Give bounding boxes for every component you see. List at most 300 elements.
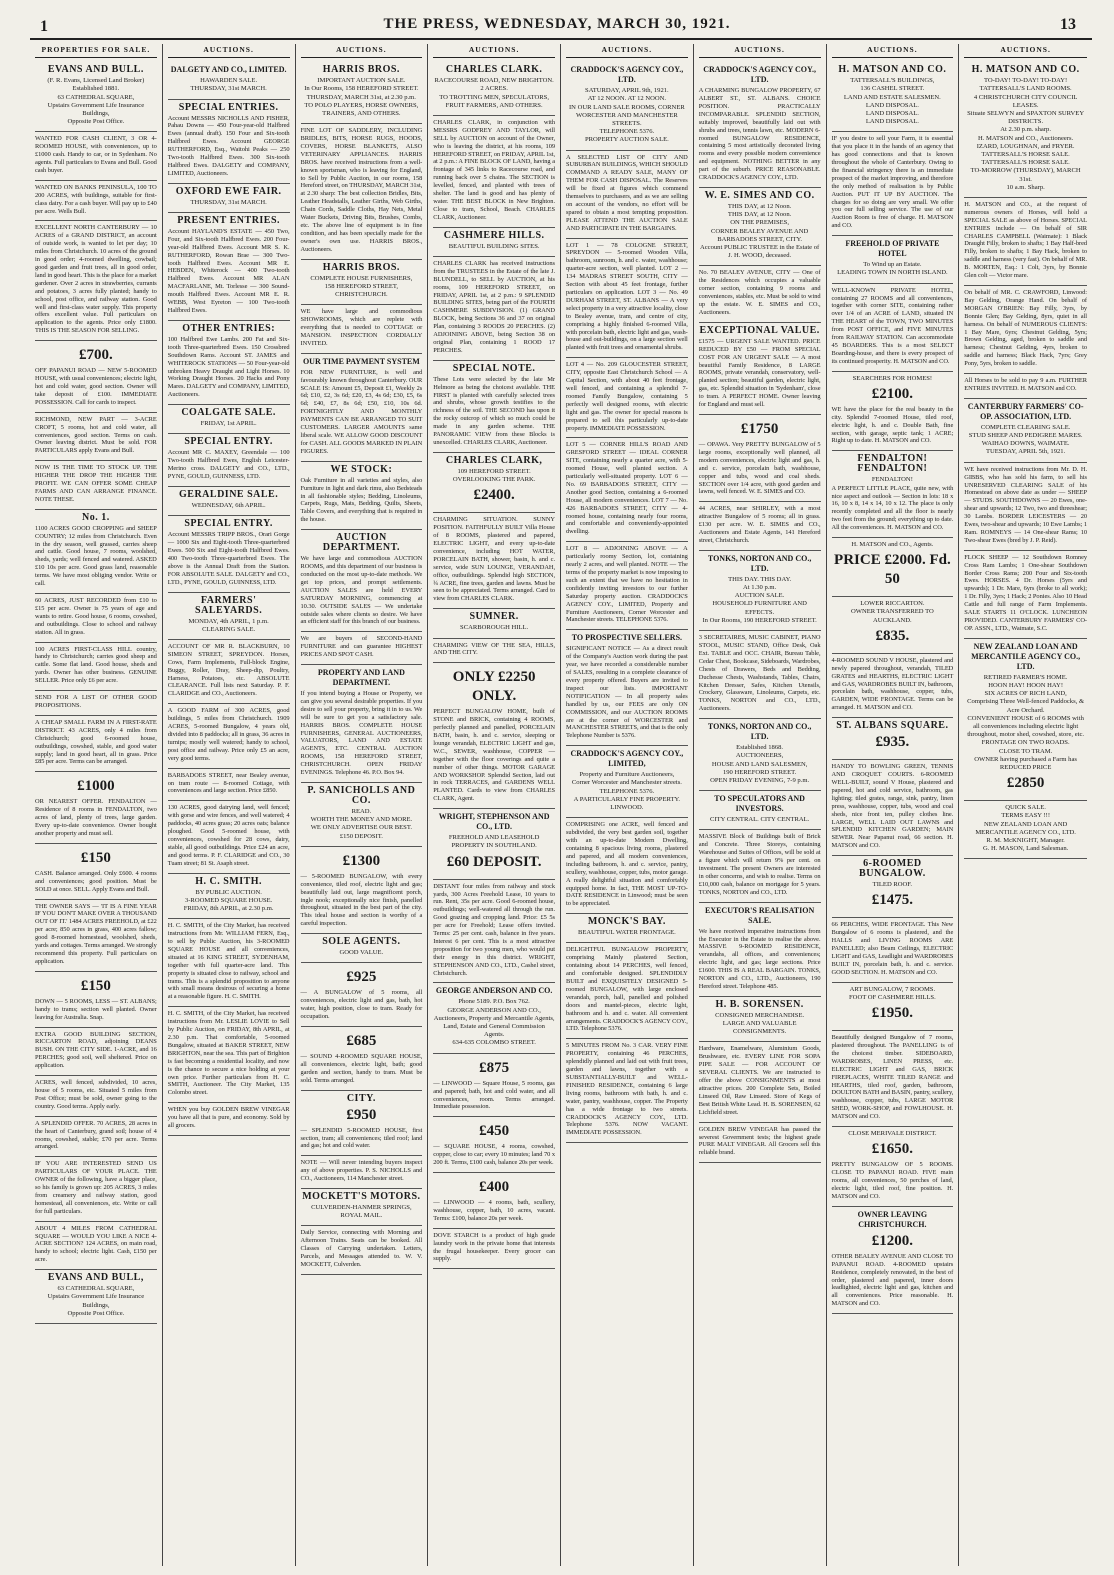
ad-line: TATTERSALL'S HORSE SALE. <box>981 150 1070 158</box>
ad-line: FRIDAY, 8th APRIL, at 2.30 p.m. <box>183 905 274 913</box>
ad-body: H. C. SMITH, of the City Market, has received instructions from Mr. LESLIE LOVIE to Sell by Public Auction, on FRIDAY, 8th APRIL, at 2.30 p.m. That comfortable, 5-roomed Bungalow, situated at BAKER STREET, NEW BRIGHTON, near the sea. This part of Brighton is fast becoming a residential locality, and now is the chance to secure a nice holding at your own price. Further particulars from H. C. SMITH, Auctioneer. The City Market, 135 Colombo street. <box>167 1010 290 1097</box>
advertisement <box>35 1076 157 1117</box>
ad-line: CONSIGNED MERCHANDISE. <box>715 1011 805 1019</box>
ad-price: £1000 <box>77 778 115 795</box>
ad-line: CLOSE MERIVALE DISTRICT. <box>848 1130 937 1138</box>
advertisement <box>832 597 954 654</box>
ad-line: Upstairs Government Life Insurance Buildings, <box>47 1293 145 1309</box>
ad-price: £150 <box>80 977 111 994</box>
advertisement <box>433 116 555 228</box>
advertisement <box>566 630 688 746</box>
ad-price: £2850 <box>1006 775 1045 792</box>
ad-body: Oak Furniture in all varieties and styles, also Furniture in light and dark rimu, also Bedsteads in all fashionable styles; Bedding, Linoleums, Carpets, Rugs, Mats, Bedding, Quilts, Sheets, Table Covers, and everything that is required in the house. <box>300 476 423 524</box>
ad-body: LOT 8 — ADJOINING ABOVE — A particularly roomy Section, lot, containing nearly 2 acres, and well planted. NOTE — The terms of the property market is now imposing to such an extent that we have no hesitation in confidently inviting investors to our further Saturday property auction. CRADDOCK'S AGENCY COY., LIMITED, Property and Furniture Auctioneers, Corner Worcester and Manchester streets. TELEPHONE 5376. <box>566 545 688 624</box>
ad-body: A GOOD FARM of 300 ACRES, good buildings, 5 miles from Christchurch. 1909 ACRES, 5-roomed Bungalow, 4 years old, divided into 8 paddocks; all in grass, 36 acres in turnips; mostly well watered; handy to school, post office and railway. Price only £5 an acre, very good terms. <box>167 707 290 762</box>
ad-body: We are buyers of SECOND-HAND FURNITURE and can guarantee HIGHEST PRICES AND SPOT CASH. <box>300 635 423 659</box>
advertisement <box>35 62 157 132</box>
ad-line: COMPLETE HOUSE FURNISHERS, <box>310 274 413 282</box>
ad-body: ACCOUNT OF MR R. BLACKBURN, 10 SIMEON STREET, SPREYDON. Horses, Cows, Farm Implements, Full-block Engine, Buggy, Roller, Dray, Sheep-dip, Poultry, Harness, Potatoes, etc. ABSOLUTE CLEARANCE. Full lists next Saturday. P. F. CLARIDGE and CO., Auctioneers. <box>167 642 290 698</box>
ad-body: DOVE STARCH is a product of high grade laundry work in the private home that interests the frugal housekeeper. Every grocer can supply. <box>433 1231 555 1263</box>
ad-title: HARRIS BROS. <box>322 261 400 273</box>
advertisement <box>699 1042 821 1122</box>
ad-price: £2400. <box>473 487 515 504</box>
advertisement <box>964 374 1087 399</box>
ad-body: NOW IS THE TIME TO STOCK UP. THE HIGHER THE DROP THE HIGHER THE PROFIT. WE CAN OFFER SOME CHEAP FARMS AND CAN ARRANGE FINANCE. NOTE THESE. <box>35 464 157 503</box>
ad-title: CHARLES CLARK, <box>445 454 543 466</box>
ad-line: THURSDAY, 31st MARCH. <box>190 198 267 206</box>
advertisement <box>168 62 290 99</box>
ad-title: GEORGE ANDERSON AND CO. <box>435 986 553 996</box>
ad-price: £2100. <box>871 385 913 402</box>
ad-body: We have large and commodious AUCTION ROOMS, and this department of our business is conducted on the most up-to-date methods. We get top prices, and prompt settlements. AUCTION SALES are held EVERY SATURDAY MORNING, commencing at 10.30. OUTSIDE SALES — We undertake outside sales where clients so desire. We have an efficient staff for this branch of our business. <box>300 555 423 626</box>
advertisement <box>35 1270 157 1324</box>
ad-line: Established 1881. <box>72 85 120 93</box>
ad-line: 63 CATHEDRAL SQUARE, <box>57 93 135 101</box>
ad-body: WE have the place for the real beauty in the city. Splendid 7-roomed House, tiled roof, electric light, h. and c. Double Bath, fine section, with garage, septic tank; 1 ACRE; Right up to date. H. MATSON and CO. <box>831 405 954 445</box>
ad-line: G. H. MASON, Land Salesman. <box>982 845 1069 853</box>
ad-title: GERALDINE SALE. <box>179 489 279 500</box>
advertisement <box>301 1091 423 1157</box>
advertisement <box>832 132 954 236</box>
ad-title: FARMERS' SALEYARDS. <box>195 594 263 616</box>
advertisement <box>433 513 555 609</box>
ad-price: £935. <box>875 734 910 751</box>
ad-title: WE STOCK: <box>330 463 393 475</box>
ad-title: CRADDOCK'S AGENCY COY., LIMITED, <box>570 749 684 769</box>
advertisement <box>699 188 821 266</box>
ad-line: In Our Rooms, 190 HEREFORD STREET. <box>702 616 817 624</box>
advertisement <box>301 1189 423 1226</box>
ad-title: OUR TIME PAYMENT SYSTEM <box>302 356 420 366</box>
ad-line: LINWOOD. <box>610 804 644 812</box>
ad-line: CLOSE TO TRAM. <box>998 747 1053 755</box>
ad-body: — SPLENDID 5-ROOMED HOUSE, first section, tram; all conveniences; tiled roof; land and gas; hot and cold water. <box>300 1126 423 1150</box>
ad-line: Opposite Post Office. <box>67 1309 125 1317</box>
ad-title: WRIGHT, STEPHENSON AND CO., LTD. <box>438 812 550 832</box>
ad-line: BY PUBLIC AUCTION. <box>195 888 262 896</box>
advertisement <box>168 1103 290 1136</box>
advertisement <box>566 239 688 359</box>
ad-body: All Horses to be sold to pay 9 a.m. FURTHER ENTRIES INVITED. H. MATSON and CO. <box>964 377 1087 392</box>
advertisement <box>433 609 555 638</box>
advertisement <box>168 405 290 434</box>
advertisement <box>301 934 423 963</box>
advertisement <box>566 151 688 239</box>
ad-body: We have received imperative instructions from the Executor in the Estate to realise the above. MASSIVE 9-ROOMED RESIDENCE, verandahs, all offices, and conveniences; electric light, and gas; large sections. Price £1600. THIS IS A REAL BARGAIN. TONKS, NORTON and CO., LTD., Auctioneers, 190 Hereford street. Telephone 485. <box>698 927 821 990</box>
ad-body: 100 ACRES FIRST-CLASS HILL country, handy to Christchurch; carries good sheep and cattle. Some flat land. Good house, sheds and yards. Owner has other business. GENUINE SELLER. Price only £6 per acre. <box>35 645 157 685</box>
advertisement <box>832 372 954 452</box>
ad-body: H. C. SMITH, of the City Market, has received instructions from Mr. WILLIAM FERN, Esq., to sell by Public Auction, his 3-ROOMED SQUARE HOUSE and all conveniences, situated at 16 KING STREET, SYDENHAM, together with full quarter-acre land. This property is situated close to railway, school and trams. This is a splendid proposition to anyone with small means desirous of securing a home at a reasonable figure. H. C. SMITH. <box>167 922 290 1001</box>
ad-body: A CHEAP SMALL FARM IN A FIRST-RATE DISTRICT. 43 ACRES, only 4 miles from Christchurch; good 6-roomed house, outbuildings, cowshed, stable, and good water supply; land in good heart, all in grass. Price £85 per acre. Terms can be arranged. <box>35 718 157 766</box>
ad-title: TO PROSPECTIVE SELLERS. <box>571 633 683 643</box>
ad-line: SCARBOROUGH HILL. <box>460 624 529 632</box>
ad-body: — 5-ROOMED BUNGALOW, with every convenience, tiled roof, electric light and gas; beautifully laid out, large magnificent porch, ingle nook; exceptionally nice finish, panelled throughout, situated in the best part of the city. This ideal house and section is worthy of a careful inspection. <box>300 872 423 928</box>
ad-title: CANTERBURY FARMERS' CO-OP. ASSOCIATION, LTD. <box>967 401 1084 421</box>
ad-line: WORTH THE MONEY AND MORE. <box>310 816 413 824</box>
advertisement <box>699 62 821 188</box>
ad-title: No. 1. <box>82 511 110 523</box>
ad-line: SIX ACRES OF RICH LAND, <box>984 690 1067 698</box>
ad-line: TO-DAY! TO-DAY! TO-DAY! <box>983 77 1068 85</box>
column-heading: AUCTIONS. <box>168 44 290 58</box>
advertisement <box>433 663 555 809</box>
advertisement <box>699 266 821 322</box>
page-marker-left: 1 <box>40 18 48 35</box>
ad-body: MASSIVE Block of Buildings built of Brick and Concrete. Three Storeys, containing Warehouse and Suites of Offices, will be sold at a figure which will return 9% per cent. on investment. The present Owners are interested in other concerns, and wish to realise. Terms on £10,000 cash, balance on mortgage for 5 years. TONKS, NORTON and CO., LTD. <box>698 833 821 896</box>
ad-line: ART BUNGALOW, 7 ROOMS. <box>849 985 936 993</box>
advertisement <box>433 639 555 664</box>
advertisement <box>301 783 423 847</box>
ad-price: £450 <box>479 1123 510 1140</box>
ad-line: QUICK SALE. <box>1005 804 1046 812</box>
newspaper-title: THE PRESS, WEDNESDAY, MARCH 30, 1921. <box>383 16 731 32</box>
ad-line: Opposite Post Office. <box>67 118 125 126</box>
ad-line: READ. <box>351 808 372 815</box>
advertisement <box>433 453 555 513</box>
advertisement <box>301 1027 423 1091</box>
ad-line: H. MATSON and CO., Auctioneers. <box>978 134 1074 142</box>
ad-body: WANTED ON BANKS PENINSULA, 100 TO 200 ACRES, with buildings, suitable for first-class dairy. For a cash buyer. Will pay up to £40 per acre. Wells Bull. <box>35 183 157 215</box>
ad-body: WANTED FOR CASH CLIENT, 3 OR 4-ROOMED HOUSE, with conveniences, up to £1000 cash. Handy to car, or in Sydenham. No agents. Full particulars to Evans and Bull. Good cash buyer. <box>35 135 157 174</box>
advertisement <box>433 257 555 361</box>
ad-body: FOR NEW FURNITURE, is well and favourably known throughout Canterbury. OUR SCALE IS: Amount £5, Deposit £1, Weekly 2s 6d; £10, £2, 3s 6d; £20, £3, 4s 6d; £30, £5, 6s 6d; £40, £7, 8s 6d; £50, £10, 10s 6d. FORTNIGHTLY AND MONTHLY PAYMENTS CAN BE ARRANGED TO SUIT CUSTOMERS. LARGER AMOUNTS same liberal scale. WE ALLOW GOOD DISCOUNT for CASH. ALL GOODS MARKED IN PLAIN FIGURES. <box>300 368 423 455</box>
ad-body: 60 ACRES, JUST RECORDED from £10 to £15 per acre. Owner is 75 years of age and wants to retire. Good house, 6 rooms, cowshed, and outbuildings. Close to school and railway station. All in grass. <box>35 597 157 636</box>
ad-line: Comprising Three Well-fenced Paddocks, & Acre Orchard. <box>967 698 1085 714</box>
ad-price: £925 <box>346 969 377 986</box>
advertisement <box>35 1157 157 1221</box>
advertisement <box>964 639 1087 801</box>
ad-line: In Our Rooms, 158 HEREFORD STREET. <box>304 85 419 93</box>
ad-line: RETIRED FARMER'S HOME. <box>983 673 1068 681</box>
column-6 <box>694 44 827 1566</box>
ad-body: WE have large and commodious SHOWROOMS, which are replete with everything that is needed to COTTAGE or MANSION. INSPECTION CORDIALLY INVITED. <box>300 308 423 347</box>
ad-price: £150 <box>80 849 111 866</box>
ad-body: 44 ACRES, near SHIRLEY, with a most attractive Bungalow of 5 rooms; all in grass. £130 per acre. W. E. SIMES and CO., Auctioneers and Estate Agents, 141 Hereford street, Christchurch. <box>698 505 821 544</box>
advertisement <box>168 487 290 516</box>
ad-line: BEAUTIFUL BUILDING SITES. <box>448 242 540 250</box>
ad-line: GEORGE ANDERSON AND CO., Auctioneers, Property and Mercantile Agents, Land, Estate and General Commission Agents. <box>433 1006 555 1039</box>
ad-line: (F. R. Evans, Licensed Land Broker) <box>47 77 145 85</box>
ad-title: CHARLES CLARK. <box>445 64 543 76</box>
ad-line: FREEHOLD AND LEASEHOLD PROPERTY IN SOUTHLAND. <box>448 834 540 850</box>
advertisement <box>433 1229 555 1270</box>
ad-line: ON THE PREMISES, <box>730 219 789 227</box>
advertisement <box>964 62 1087 198</box>
ad-body: 3 SECRETAIRES, MUSIC CABINET, PIANO STOOL, MUSIC STAND, Office Desk, Oak Ext. TABLE and OCC. CHAIR, Bureau Table, Cedar Chest, Bookcase, Sideboards, Wardrobes, Chests of Drawers, Beds and Bedding, Duchesse Chests, Washstands, Tables, Chairs, Kitchen Dresser, Safes, Kitchen Utensils, Crockery, Glassware, Linoleums, Carpets, etc. TONKS, NORTON and CO., LTD., Auctioneers. <box>698 634 821 713</box>
ad-line: OVERLOOKING THE PARK. <box>452 476 536 484</box>
advertisement <box>699 903 821 997</box>
advertisement <box>433 1117 555 1173</box>
ad-body: CASH. Balance arranged. Only £600. 4 rooms and conveniences; good position. Must be SOLD at once. SELL. Apply Evans and Bull. <box>35 869 157 893</box>
ad-body: COMPRISING one ACRE, well fenced and subdivided, the very best garden soil, together with an up-to-date Modern Dwelling, containing 8 spacious living rooms, plastered and papered, and all modern conveniences, including bathroom, h. and c. service, pantry, scullery, washhouse, copper, tubs, motor garage. A really delightful situation and comfortably equipped home. In fact, THE MOST UP-TO-DATE RESIDENCE in Linwood; must be seen to be appreciated. <box>566 821 688 908</box>
advertisement <box>168 434 290 487</box>
ad-line: LAND DISPOSAL. <box>865 101 919 109</box>
advertisement <box>699 502 821 551</box>
ad-body: A CHARMING BUNGALOW PROPERTY, 67 ALBERT ST., ST. ALBANS. CHOICE POSITION. PRACTICALLY INCOMPARABLE. SPLENDID SECTION, suitably improved, beautifully laid out with shrubs and trees, tennis lawn, etc. MODERN 6-roomed BUNGALOW RESIDENCE, containing 5 most artistically decorated living rooms and every possible modern convenience and equipment. NOTHING BETTER in any part of the suburb. PRICE REASONABLE. CRADDOCK'S AGENCY COY., LTD. <box>698 87 821 182</box>
ad-title: P. SANICHOLLS AND CO. <box>307 785 416 806</box>
ad-title: PROPERTY AND LAND DEPARTMENT. <box>317 668 405 688</box>
ad-body: CHARMING VIEW OF THE SEA, HILLS, AND THE CITY. <box>433 641 555 657</box>
ad-line: STUD SHEEP AND PEDIGREE MARES. <box>968 432 1083 440</box>
ad-body: HANDY TO BOWLING GREEN, TENNIS AND CROQUET COURTS. 6-ROOMED WELL-BUILT, sound V House, plastered and papered, hot and cold service, bathroom, gas lighting; tiled grates, range, sink, pantry, linen press, washhouse, copper, tubs, wood and coal sheds, nice front ten, pulley clothes line. LARGE, WELL LAID OUT LAWNS and SPLENDID KITCHEN GARDEN; MAIN SEWER. Near Papanui road, 66 section. H. MATSON and CO. <box>831 763 954 850</box>
advertisement <box>301 260 423 306</box>
advertisement <box>301 62 423 124</box>
ad-body: If you intend buying a House or Property, we can give you several desirable properties. If you desire to sell your property, bring it in to us. We will be sure to get you a satisfactory sale. HARRIS BROS. COMPLETE HOUSE FURNISHERS, GENERAL AUCTIONEERS, VALUATORS, LAND AND ESTATE AGENTS, ETC. CENTRAL AUCTION ROOMS, 158 HEREFORD STREET, CHRISTCHURCH. OPEN FRIDAY EVENINGS. Telephone 46. P.O. Box 94. <box>300 690 423 777</box>
advertisement <box>832 62 954 132</box>
ad-title: PRESENT ENTRIES. <box>177 214 281 226</box>
advertisement <box>301 847 423 934</box>
ad-body: ACRES, well fenced, subdivided, 10 acres, house of 5 rooms, etc. Situated 5 miles from Post Office; must be sold, owner going to the country. Good terms. Apply early. <box>35 1079 157 1110</box>
advertisement <box>832 284 954 372</box>
advertisement <box>35 716 157 772</box>
advertisement <box>964 801 1087 859</box>
ad-body: IF YOU ARE INTERESTED SEND US PARTICULARS OF YOUR PLACE. THE OWNER of the following, have a bigger place, so his family is grown up: 205 ACRES, 3 miles from creamery and railway station, good homestead, all conveniences, etc. Write or call for full particulars. <box>35 1160 157 1215</box>
ad-body: — OPAWA. Very PRETTY BUNGALOW of 5 large rooms, exceptionally well planned, all modern conveniences, electric light and gas, h. and c. service, porcelain bath, washhouse, copper and tubs, wood and coal sheds. SECTION over 1/4 acre, with good garden and lawns, well fenced. W. E. SIMES and CO. <box>698 440 821 496</box>
column-7 <box>827 44 960 1566</box>
ad-line: CORNER BEALEY AVENUE AND BARBADOES STREET, CITY. <box>710 227 809 243</box>
advertisement <box>301 632 423 665</box>
ad-line: AUCTION SALE. <box>734 592 785 600</box>
ad-line: H. MATSON and CO., Agents. <box>851 541 934 549</box>
ad-price: £1750 <box>740 420 779 437</box>
ad-line: IN OUR LAND SALE ROOMS, CORNER WORCESTER AND MANCHESTER STREETS. <box>568 103 685 127</box>
ad-title: EVANS AND BULL, <box>47 1272 144 1284</box>
ad-title: TO SPECULATORS AND INVESTORS. <box>714 794 805 814</box>
ad-title: DALGETY AND CO., LIMITED. <box>170 65 287 75</box>
ad-title: SPECIAL ENTRY. <box>184 436 273 448</box>
ad-line: LEADING TOWN IN NORTH ISLAND. <box>837 269 948 277</box>
column-heading: AUCTIONS. <box>301 44 423 58</box>
ad-body: OR NEAREST OFFER. FENDALTON — Residence of 8 rooms in FENDALTON, two acres of land, plenty of trees, large garden. Every up-to-date convenience. Owner bought another property and must sell. <box>35 798 157 837</box>
ad-line: CLEARING SALE. <box>202 625 256 633</box>
ad-line: OWNER having purchased a Farm has REDUCED PRICE <box>974 755 1077 772</box>
ad-title: EVANS AND BULL. <box>47 64 144 76</box>
advertisement <box>35 972 157 1028</box>
ad-body: Daily Service, connecting with Morning and Afternoon Trains. Seats can be booked. All Classes of Carrying undertaken. Letters, Parcels, and Messages attended to. W. V. MOCKETT, Culverden. <box>300 1229 423 1269</box>
ad-title: TONKS, NORTON AND CO., LTD. <box>707 722 812 742</box>
ad-body: DISTANT four miles from railway and stock yards, 300 Acres Freehold Lease, 10 years to run. Rent, 35s per acre. Good 6-roomed house, outbuildings; well-watered all through the run. Good grazing and cropping land. Price: £5 5s per acre for Freehold; Lease offers invited. Terms: 25 per cent. cash, balance in five years. Interest 6 per cent. This is a most attractive proposition for two young men, who would put their energy in this district. WRIGHT, STEPHENSON AND CO., LTD., Cashel street, Christchurch. <box>433 882 555 977</box>
ad-line: FRIDAY, 1st APRIL. <box>200 420 257 428</box>
ad-line: At 1.30 p.m. <box>743 584 777 592</box>
ad-line: WEDNESDAY, 6th APRIL. <box>191 502 266 509</box>
advertisement <box>699 1123 821 1164</box>
ad-title: MOCKETT'S MOTORS. <box>302 1191 421 1203</box>
ad-line: TATTERSALL'S LAND ROOMS. <box>979 85 1072 93</box>
advertisement <box>964 551 1087 639</box>
ad-price: £875 <box>479 1059 510 1076</box>
advertisement <box>964 399 1087 463</box>
ad-line: NEW ZEALAND LOAN AND MERCANTILE AGENCY CO., LTD. <box>975 820 1076 836</box>
advertisement <box>168 801 290 873</box>
advertisement <box>168 1007 290 1103</box>
ad-line: COMPLETE CLEARING SALE. <box>980 423 1071 431</box>
ad-body: WE have received instructions from Mr. D. H. GIBBS, who has sold his farm, to sell his UNRESERVED CLEARING SALE of his Homestead on above date as under — SHEEP — STUDS. SOUTHDOWNS — 20 Ewes, one-shear and upwards; 12 Two, two and threeshear; 30 Lambs. BORDER LEICESTERS — 20 Ewes, two-shear and upwards; 10 Ewe Lambs; 1 Ram. ROMNEYS — 14 One-shear Rams; 10 Two-shear Ewes (bred by J. P. Reid). <box>964 465 1087 544</box>
ad-body: SEND FOR A LIST OF OTHER GOOD PROPOSITIONS. <box>35 694 157 709</box>
advertisement <box>964 463 1087 551</box>
ad-body: EXTRA GOOD BUILDING SECTION, RICCARTON ROAD, adjoining DEANS BUSH. ON THE CITY SIDE. 1-ACRE, and 16 PERCHES; good soil, well sheltered. Price on application. <box>35 1030 157 1070</box>
advertisement <box>35 1222 157 1271</box>
ad-line: LAND DISPOSAL. <box>865 118 919 126</box>
advertisement <box>433 983 555 1053</box>
advertisement <box>699 830 821 902</box>
column-heading: AUCTIONS. <box>699 44 821 58</box>
advertisement <box>566 62 688 150</box>
ad-body: DOWN — 5 ROOMS, LESS — ST. ALBANS; handy to trams; section well planted. Owner leaving for Australia. Snap. <box>35 997 157 1021</box>
column-heading: AUCTIONS. <box>433 44 555 58</box>
advertisement <box>301 530 423 632</box>
ad-title: H. MATSON AND CO. <box>838 64 947 76</box>
advertisement <box>301 963 423 1027</box>
ad-line: CONVENIENT HOUSE of 6 ROOMS with all conveniences including electric light throughout, motor shed, cowshed, store, etc. <box>967 714 1085 739</box>
advertisement <box>301 305 423 354</box>
advertisement <box>168 516 290 592</box>
ad-title: NEW ZEALAND LOAN AND MERCANTILE AGENCY CO., LTD. <box>971 641 1081 671</box>
ad-line: 136 CASHEL STREET. <box>860 85 925 93</box>
column-8 <box>959 44 1092 1566</box>
advertisement <box>433 1054 555 1118</box>
ad-line: 190 HEREFORD STREET. <box>722 768 797 776</box>
ad-body: CHARMING SITUATION. SUNNY POSITION. FAITHFULLY BUILT Villa House of 8 ROOMS, plastered and papered, ELECTRIC LIGHT, and every up-to-date convenience, including HOT WATER, PORCELAIN BATH, shower, basin, h. and c. service, wide SUN LOUNGE, VERANDAH, office, outbuildings. Splendid high SECTION, ¾ ACRE, fine trees, garden and lawns. Must be seen to be appreciated. Terms arranged. Card to view from CHARLES CLARK. <box>433 516 555 603</box>
ad-line: TO POLO PLAYERS, HORSE OWNERS, TRAINERS, AND OTHERS. <box>304 101 419 117</box>
columns-grid <box>30 44 1092 1566</box>
ad-line: AT 12 NOON. AT 12 NOON. <box>587 95 667 103</box>
advertisement <box>168 213 290 321</box>
advertisement <box>433 809 555 879</box>
ad-price: £950 <box>346 1106 377 1123</box>
ad-price: £1300 <box>342 852 381 869</box>
ad-body: CHARLES CLARK has received instructions from the TRUSTEES in the Estate of the late J. BLUNDELL, to SELL by AUCTION, at his rooms, 109 HEREFORD STREET, on FRIDAY, APRIL 1st, at 2 p.m.: 9 SPLENDID BUILDING SITES, being part of the FOURTH CASHMERE SUBDIVISION. (1) GRAND BLOCK, being Sections 36 and 37 on original Plan, containing 3 ROODS 20 PERCHES. (2) ADJOINING ABOVE, being Section 38 on original Plan, containing 1 ROOD 17 PERCHES. <box>433 259 555 354</box>
ad-body: H. MATSON and CO., at the request of numerous owners of Horses, will hold a SPECIAL SALE as above of Horses. SPECIAL ENTRIES include — On behalf of SIR CHARLES CAMPBELL (Waimate): 1 Black Draught Filly, broken to shafts; 1 Bay Half-bred Filly, broken to shafts; 1 Bay Hack, broken to saddle and harness (very fast). On behalf of MR. B. MORTEN, Esq.: 1 Colt, 3yrs, by Bonnie Glen colt — Victor mare. <box>964 200 1087 280</box>
ad-line: 3-ROOMED SQUARE HOUSE. <box>184 896 273 904</box>
ad-body: Beautifully designed Bungalow of 7 rooms, plastered throughout. The PANELLING is of the choicest timber. SIDEBOARD, WARDROBES, LINEN PRESS, etc. ELECTRIC LIGHT and GAS, BRICK FIREPLACES, WHITE TILED RANGE and HEARTHS, tiled roof, garden, bathroom, DOULTON BATH and BASIN, pantry, scullery, washhouse, copper, tubs, LARGE MOTOR SHED, WORK-SHOP, and FOWLHOUSE. H. MATSON and CO. <box>831 1034 954 1121</box>
ad-line: 634-635 COLOMBO STREET. <box>452 1039 536 1047</box>
ad-line: FOOT OF CASHMERE HILLS. <box>849 993 936 1001</box>
ad-title: FENDALTON! FENDALTON! <box>857 453 928 475</box>
ad-line: TELEPHONE 5376. <box>599 128 655 136</box>
advertisement <box>168 874 290 920</box>
ad-line: Account PUBLIC TRUSTEE in the Estate of J. H. WOOD, deceased. <box>699 243 820 260</box>
advertisement <box>168 704 290 768</box>
ad-line: 10 a.m. Sharp. <box>1006 183 1045 191</box>
ad-body: — SQUARE HOUSE, 4 rooms, cowshed, copper, close to car; every 10 minutes; land 70 x 200 ft. Terms, £100 cash, balance 20s per week. <box>433 1143 555 1167</box>
ad-line: TO TROTTING MEN, SPECULATORS, FRUIT FARMERS, AND OTHERS. <box>439 93 549 109</box>
ad-line: THIS DAY, at 12 Noon. <box>727 211 792 219</box>
ad-body: EXCELLENT NORTH CANTERBURY — 10 ACRES of a GRAND DISTRICT, an account of outside work, is wanted to let per day; 10 miles from Christchurch. 10 acres of the ground in good order; 4-roomed dwelling, cowbail; good garden and fruit trees, all in good order, land in good heart. This is the place for a market gardener. Over 2 acres in strawberries, currants and potatoes, 3 acres fully planted; handy to school, post office, and railway station. Good well and first-class water supply. This property offers excellent value. Full particulars on application to the agents. Price only £1800. THIS IS THE SEASON FOR SELLING. <box>35 224 157 335</box>
advertisement <box>35 132 157 181</box>
ad-line: £150 DEPOSIT. <box>339 832 383 840</box>
ad-line: SEARCHERS FOR HOMES! <box>852 374 933 382</box>
advertisement <box>832 918 954 982</box>
ad-body: — A BUNGALOW of 5 rooms, all conveniences, electric light and gas, bath, hot water, high position, close to tram. Ready for occupation. <box>300 989 423 1021</box>
advertisement <box>168 593 290 640</box>
advertisement <box>168 184 290 213</box>
ad-line: OWNER TRANSFERRED TO AUCKLAND. <box>850 608 934 624</box>
advertisement <box>964 286 1087 374</box>
ad-body: WELL-KNOWN PRIVATE HOTEL, containing 27 ROOMS and all conveniences, together with corner SITE, containing rather over 1/4 of an ACRE of LAND, situated IN THE HEART of the TOWN, TWO MINUTES from POST OFFICE, and FIVE MINUTES from RAILWAY STATION. Can accommodate 45 BOARDERS. This is a most SELECT Boarding-house, and there is every prospect of its continued prosperity. H. MATSON and CO. <box>831 286 954 365</box>
ad-line: HOUSE AND LAND SALESMEN, <box>711 760 808 768</box>
ad-body: A SPLENDID OFFER. 70 ACRES, 28 acres in the heart of Canterbury, grand soil; house of 4 rooms, cowshed, stable; £70 per acre. Terms arranged. <box>35 1119 157 1151</box>
advertisement <box>301 462 423 530</box>
ad-price: £685 <box>346 1032 377 1049</box>
advertisement <box>566 746 688 818</box>
ad-line: IMPORTANT AUCTION SALE. <box>317 77 406 85</box>
advertisement <box>35 691 157 716</box>
advertisement <box>35 181 157 222</box>
ad-body: £1575 — URGENT SALE WANTED. PRICE REDUCED BY £50 — FROM SPECIAL COST FOR AN URGENT SALE — A most beautiful Family Residence, 8 LARGE ROOMS, private verandah, conservatory, well-planted section; beautiful garden, electric light, gas, etc. Splendid situation in 'Sydenham', close to tram. A PERFECT HOME. Owner leaving for England and must sell. <box>698 337 821 409</box>
advertisement <box>832 856 954 918</box>
ad-line: TERMS EASY !!! <box>1001 812 1051 820</box>
advertisement <box>35 221 157 341</box>
advertisement <box>832 1127 954 1207</box>
ad-body: RICHMOND, NEW PART — 3-ACRE CROFT, 5 rooms, hot and cold water, all conveniences, good section. Terms on cash. Owner leaving district. Must be sold. FOR PARTICULARS apply Evans and Bull. <box>35 415 157 455</box>
ad-line: Upstairs Government Life Insurance Buildings, <box>47 101 145 117</box>
ad-title: CRADDOCK'S AGENCY COY., LTD. <box>703 65 816 85</box>
ad-line: OPEN FRIDAY EVENING, 7-9 p.m. <box>710 776 810 784</box>
masthead-rule <box>30 38 1092 40</box>
ad-body: — LINWOOD — Square House, 5 rooms, gas and papered; bath, hot and cold water, and all conveniences, room. Terms arranged. Immediate possession. <box>433 1079 555 1111</box>
column-heading: AUCTIONS. <box>566 44 688 58</box>
ad-price: £1475. <box>871 892 913 909</box>
ad-title: FREEHOLD OF PRIVATE HOTEL <box>845 239 940 259</box>
advertisement <box>699 415 821 502</box>
ad-title: CRADDOCK'S AGENCY COY., LTD. <box>570 65 684 85</box>
advertisement <box>832 451 954 538</box>
ad-title: SPECIAL ENTRY. <box>184 518 273 530</box>
ad-line: IZARD, LOUGHNAN, and FRYER. <box>976 142 1075 150</box>
ad-body: PERFECT BUNGALOW HOME, built of STONE and BRICK, containing 4 ROOMS, perfectly planned and panelled, PORCELAIN BATH, basin, h. and c. service, sleeping or lounge verandah, ELECTRIC LIGHT and gas, W.C., SEWER, washhouse, COPPER — together with the floor coverings and quite a number of other things. MOTOR GARAGE AND WORKSHOP. Splendid Section, laid out in rock TERRACES, and GARDENS WELL PLANTED. Cards to view from CHARLES CLARK, Agent. <box>433 708 555 803</box>
ad-line: At 2.30 p.m. sharp. <box>1000 126 1051 134</box>
ad-line: AUCTIONEERS, <box>735 752 784 760</box>
advertisement <box>35 1028 157 1077</box>
ad-line: HAWARDEN SALE. <box>200 77 258 85</box>
ad-line: Corner Worcester and Manchester streets. <box>571 779 682 787</box>
advertisement <box>35 413 157 462</box>
ad-body: 66 PERCHES, WIDE FRONTAGE. This New Bungalow of 6 rooms is plastered, and the HALLS and LIVING ROOMS ARE PANELLED; also Beam Ceilings, ELECTRIC LIGHT and GAS, Leadlight and WARDROBES BUILT IN, porcelain bath, h. and c. service. GOOD SECTION. H. MATSON and CO. <box>831 921 954 976</box>
column-5 <box>561 44 694 1566</box>
advertisement <box>832 983 954 1031</box>
advertisement <box>566 818 688 914</box>
ad-body: 5 MINUTES FROM No. 3 CAR. VERY FINE PROPERTY, containing 46 PERCHES, splendidly planned and laid out with fruit trees, garden and lawns, together with a SUBSTANTIALLY-BUILT and WELL-FINISHED RESIDENCE, containing 6 large living rooms, bathroom with bath, h. and c. water, pantry, washhouse, copper. The Property has a wide frontage to two streets. CRADDOCK'S AGENCY COY., LTD. Telephone 5376. NOW VACANT. IMMEDIATE POSSESSION. <box>566 1042 688 1137</box>
ad-line: LAND AND ESTATE SALESMEN. <box>843 93 941 101</box>
ad-line: R. M. McKNIGHT, Manager. <box>986 837 1065 845</box>
ad-line: LAND DISPOSAL. <box>865 109 919 117</box>
ad-body: A SELECTED LIST OF CITY AND SUBURBAN BUILDINGS, WHICH SHOULD COMMAND A READY SALE, MANY OF THEM FOR CASH DISPOSAL. The Reserves will be fixed at figures which commend themselves to purchasers, and as we are selling on account of the vendors, no effort will be spared to obtain a most tempting proposition. PLEASE ATTEND THE AUCTION SALE AND PARTICIPATE IN THE BARGAINS. <box>566 153 688 232</box>
advertisement <box>301 1156 423 1189</box>
ad-body: DELIGHTFUL BUNGALOW PROPERTY, comprising Mainly plastered Section, containing about 14 PERCHES, well fenced, and comfortable designed. SPLENDIDLY BUILT and EXQUISITELY DESIGNED 5-roomed BUNGALOW, with large enclosed verandah, porch, hall, panelled and polished doors and mantel-pieces, electric light, bathroom and h. and c. water. All convenient arrangements. CRADDOCK'S AGENCY COY., LTD. Telephone 5376. <box>566 946 688 1033</box>
ad-body: These Lots were selected by the late Mr Helmore as being the choicest available. THE FIRST is planted with carefully selected trees and shrubs, whose growth testifies to the richness of the soil. THE SECOND has upon it the rocky outcrop of which so much could be made in any garden scheme. THE PANORAMIC VIEW from these Blocks is unexcelled. CHARLES CLARK, Auctioneer. <box>433 375 555 447</box>
ad-title: SOLE AGENTS. <box>322 936 401 948</box>
advertisement <box>168 321 290 405</box>
ad-body: THE OWNER SAYS — 'IT IS A FINE YEAR IF YOU DON'T MAKE OVER A THOUSAND OUT OF IT.' 1484 ACRES FREEHOLD, at £22 per acre; 850 acres in grass, 400 acres fallow; good 8-roomed homestead, woolshed, sheds, yards and cottages. Terms arranged. We strongly recommend this property. Full particulars on application. <box>35 902 157 965</box>
ad-title: OWNER LEAVING CHRISTCHURCH. <box>857 1209 928 1229</box>
advertisement <box>35 844 157 900</box>
ad-line: TATTERSALL'S HORSE SALE. <box>981 159 1070 167</box>
advertisement <box>832 654 954 718</box>
ad-line: LARGE AND VALUABLE CONSIGNMENTS. <box>722 1020 797 1036</box>
advertisement <box>832 1031 954 1127</box>
column-1 <box>30 44 163 1566</box>
ad-line: CHRISTCHURCH. <box>335 291 388 299</box>
ad-line: TO-MORROW (THURSDAY), MARCH 31st. <box>970 167 1081 183</box>
ad-price: £400 <box>479 1179 510 1196</box>
ad-line: CULVERDEN-HANMER SPRINGS, <box>311 1204 412 1212</box>
ad-title: H. MATSON AND CO. <box>971 64 1080 76</box>
ad-body: Account MR C. MAXEY, Greendale — 100 Two-tooth Halfbred Ewes, English Leicester-Merino cross. DALGETY and CO., LTD., PYNE, GOULD, GUINNESS, LTD. <box>167 449 290 481</box>
page-number: 13 <box>1060 16 1076 33</box>
ad-body: Hardware, Enamelware, Aluminium Goods, Brushware, etc. EVERY LINE FOR SOPA PIPE SALE — FOR ACCOUNT OF SEVERAL CLIENTS. We are instructed to offer the above CONSIGNMENTS at most attractive prices. 200 Complete Sets, Boiled Linseed Oil, Raw Linseed. Store of Kegs of Best British White Lead. H. B. SORENSEN, 62 Lichfield street. <box>698 1045 821 1116</box>
advertisement <box>433 228 555 257</box>
ad-body: IF you desire to sell your Farm, it is essential that you place it in the hands of an agency that has good connections and that is known throughout the whole of Canterbury. Owing to the financial stringency there is an immediate prospect of the market improving, and therefore the only method of realisation is by Public Auction. PUT IT UP BY AUCTION. The charges for so doing are very small. We offer you our full selling service. The use of our Auction Room is free of charge. H. MATSON and CO. <box>831 135 954 230</box>
